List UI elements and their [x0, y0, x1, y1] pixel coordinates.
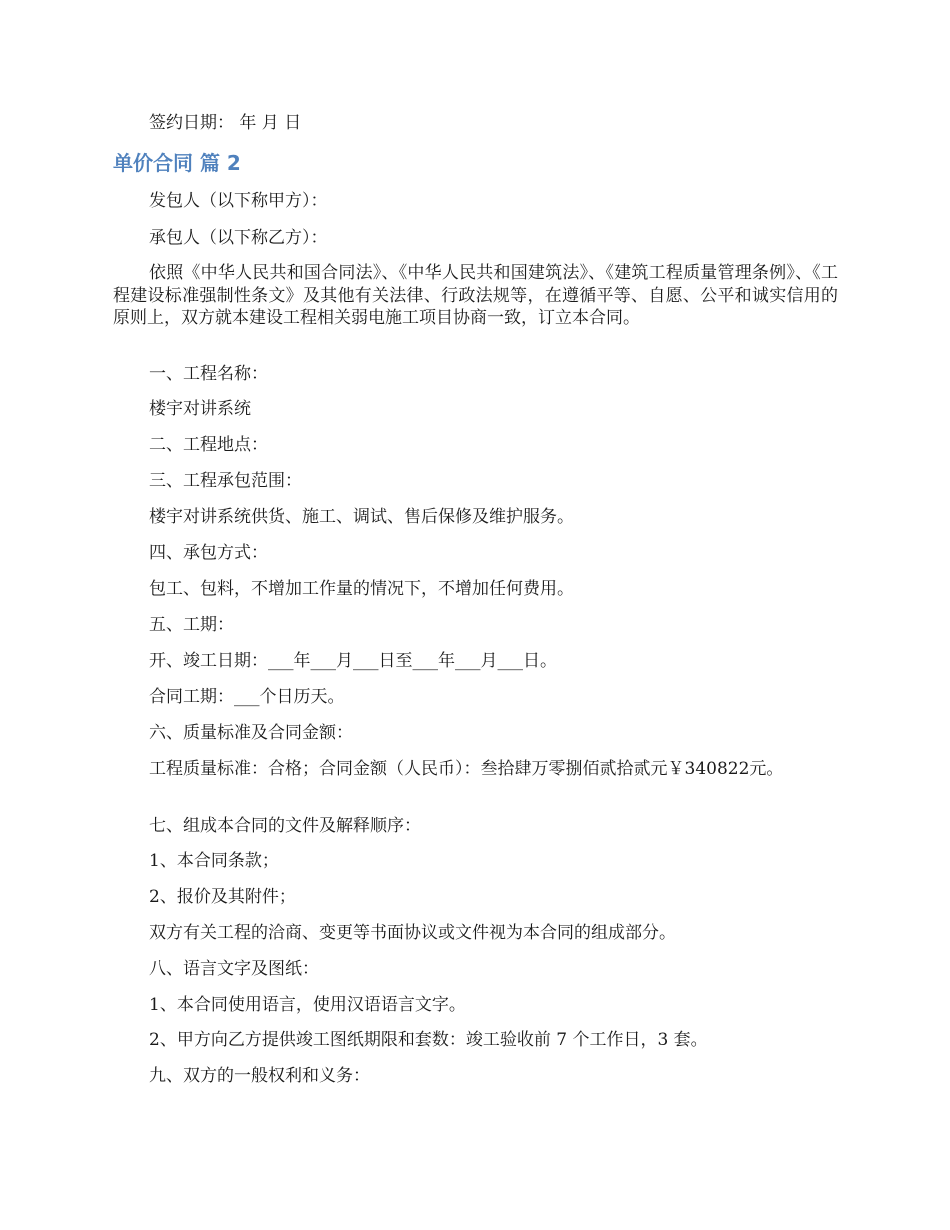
section-5-duration: 合同工期：___个日历天。 — [149, 687, 345, 707]
section-2-title: 二、工程地点： — [149, 435, 268, 455]
section-1-title: 一、工程名称： — [149, 364, 268, 384]
section-5-dates: 开、竣工日期：___年___月___日至___年___月___日。 — [149, 651, 557, 671]
party-a-line: 发包人（以下称甲方）： — [149, 191, 328, 211]
intro-paragraph: 依照《中华人民共和国合同法》、《中华人民共和国建筑法》、《建筑工程质量管理条例》、《工程建设标准强制性条文》及其他有关法律、行政法规等，在遵循平等、自愿、公平和诚实信用的原则上，双方就本建设工程相关弱电施工项目协商一致，订立本合同。 — [113, 263, 838, 328]
section-7-item-1: 1、本合同条款； — [149, 851, 279, 871]
section-7-title: 七、组成本合同的文件及解释顺序： — [149, 816, 421, 836]
section-7-item-2: 2、报价及其附件； — [149, 887, 296, 907]
section-4-value: 包工、包料，不增加工作量的情况下，不增加任何费用。 — [149, 579, 574, 599]
section-4-title: 四、承包方式： — [149, 543, 268, 563]
section-8-item-1: 1、本合同使用语言，使用汉语语言文字。 — [149, 995, 466, 1015]
section-8-item-2: 2、甲方向乙方提供竣工图纸期限和套数：竣工验收前 7 个工作日，3 套。 — [149, 1030, 708, 1050]
section-3-value: 楼宇对讲系统供货、施工、调试、售后保修及维护服务。 — [149, 507, 574, 527]
section-3-title: 三、工程承包范围： — [149, 471, 302, 491]
sign-date-line: 签约日期： 年 月 日 — [149, 113, 302, 133]
section-8-title: 八、语言文字及图纸： — [149, 959, 319, 979]
section-6-value: 工程质量标准：合格；合同金额（人民币）：叁拾肆万零捌佰贰拾贰元￥340822元。 — [149, 759, 784, 779]
section-5-title: 五、工期： — [149, 615, 234, 635]
section-heading: 单价合同 篇 2 — [113, 151, 241, 175]
section-7-note: 双方有关工程的洽商、变更等书面协议或文件视为本合同的组成部分。 — [149, 923, 676, 943]
section-6-title: 六、质量标准及合同金额： — [149, 723, 353, 743]
party-b-line: 承包人（以下称乙方）： — [149, 228, 328, 248]
section-1-value: 楼宇对讲系统 — [149, 399, 251, 419]
section-9-title: 九、双方的一般权利和义务： — [149, 1066, 370, 1086]
